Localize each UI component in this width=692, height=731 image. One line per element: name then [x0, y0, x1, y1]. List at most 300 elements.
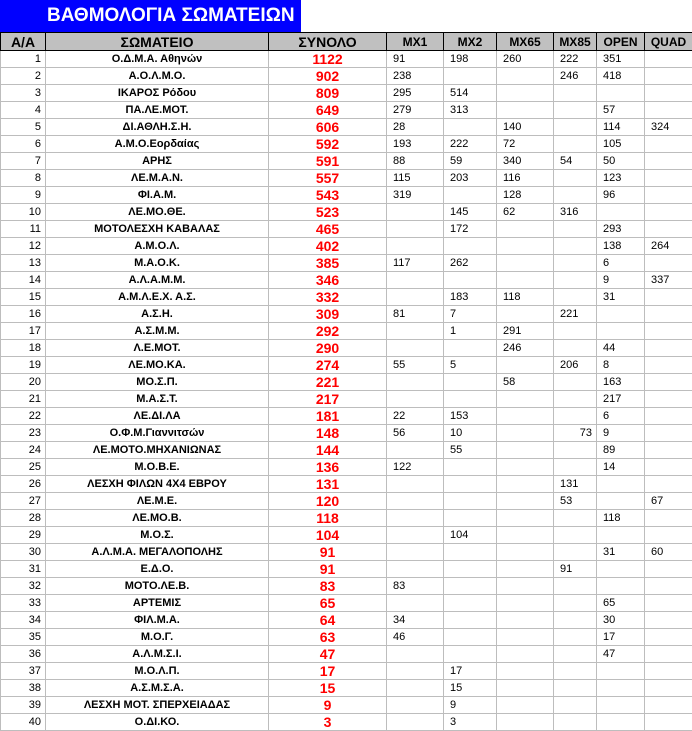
- mx65-cell: [497, 527, 554, 544]
- team-name-cell: Ο.ΔΙ.ΚΟ.: [46, 714, 269, 731]
- table-row: [1, 476, 692, 493]
- table-row: [1, 68, 692, 85]
- table-row: [1, 493, 692, 510]
- mx1-cell: [387, 204, 444, 221]
- quad-cell: [645, 136, 692, 153]
- mx1-cell: [387, 442, 444, 459]
- total-cell: 65: [269, 595, 387, 612]
- quad-cell: [645, 170, 692, 187]
- open-cell: 57: [597, 102, 645, 119]
- open-cell: 31: [597, 289, 645, 306]
- quad-cell: [645, 578, 692, 595]
- mx2-cell: [444, 374, 497, 391]
- mx65-cell: [497, 544, 554, 561]
- total-cell: 309: [269, 306, 387, 323]
- total-cell: 592: [269, 136, 387, 153]
- mx2-cell: [444, 595, 497, 612]
- rank-cell: 20: [1, 374, 46, 391]
- team-name-cell: ΔΙ.ΑΘΛΗ.Σ.Η.: [46, 119, 269, 136]
- quad-cell: [645, 68, 692, 85]
- table-row: [1, 697, 692, 714]
- table-row: [1, 663, 692, 680]
- rank-cell: 26: [1, 476, 46, 493]
- quad-cell: [645, 306, 692, 323]
- mx1-cell: [387, 272, 444, 289]
- mx65-cell: 246: [497, 340, 554, 357]
- quad-cell: [645, 357, 692, 374]
- open-cell: [597, 85, 645, 102]
- header-mx65: MX65: [497, 33, 554, 51]
- mx1-cell: 46: [387, 629, 444, 646]
- header-quad: QUAD: [645, 33, 692, 51]
- total-cell: 3: [269, 714, 387, 731]
- quad-cell: [645, 442, 692, 459]
- header-mx2: MX2: [444, 33, 497, 51]
- mx1-cell: [387, 527, 444, 544]
- total-cell: 221: [269, 374, 387, 391]
- quad-cell: [645, 595, 692, 612]
- table-row: [1, 136, 692, 153]
- mx85-cell: 53: [554, 493, 597, 510]
- open-cell: 65: [597, 595, 645, 612]
- total-cell: 148: [269, 425, 387, 442]
- open-cell: [597, 714, 645, 731]
- open-cell: [597, 204, 645, 221]
- total-cell: 15: [269, 680, 387, 697]
- mx2-cell: 183: [444, 289, 497, 306]
- mx65-cell: [497, 697, 554, 714]
- mx85-cell: [554, 170, 597, 187]
- mx85-cell: [554, 85, 597, 102]
- mx85-cell: 246: [554, 68, 597, 85]
- team-name-cell: ΠΑ.ΛΕ.ΜΟΤ.: [46, 102, 269, 119]
- quad-cell: 337: [645, 272, 692, 289]
- table-row: [1, 527, 692, 544]
- quad-cell: [645, 85, 692, 102]
- mx85-cell: [554, 578, 597, 595]
- open-cell: 47: [597, 646, 645, 663]
- total-cell: 144: [269, 442, 387, 459]
- mx2-cell: 9: [444, 697, 497, 714]
- rank-cell: 6: [1, 136, 46, 153]
- mx2-cell: 203: [444, 170, 497, 187]
- quad-cell: [645, 391, 692, 408]
- mx1-cell: [387, 595, 444, 612]
- rank-cell: 25: [1, 459, 46, 476]
- mx85-cell: 91: [554, 561, 597, 578]
- quad-cell: [645, 51, 692, 68]
- mx85-cell: 316: [554, 204, 597, 221]
- mx65-cell: [497, 612, 554, 629]
- mx85-cell: 206: [554, 357, 597, 374]
- quad-cell: [645, 408, 692, 425]
- mx85-cell: [554, 408, 597, 425]
- header-row: [1, 33, 692, 51]
- quad-cell: [645, 663, 692, 680]
- open-cell: 351: [597, 51, 645, 68]
- mx1-cell: 91: [387, 51, 444, 68]
- table-row: [1, 272, 692, 289]
- mx1-cell: [387, 697, 444, 714]
- rank-cell: 39: [1, 697, 46, 714]
- open-cell: 44: [597, 340, 645, 357]
- table-row: [1, 459, 692, 476]
- mx65-cell: [497, 391, 554, 408]
- mx1-cell: [387, 476, 444, 493]
- mx65-cell: [497, 102, 554, 119]
- mx1-cell: [387, 221, 444, 238]
- quad-cell: [645, 153, 692, 170]
- team-name-cell: Α.Σ.Η.: [46, 306, 269, 323]
- open-cell: 105: [597, 136, 645, 153]
- open-cell: 9: [597, 272, 645, 289]
- open-cell: [597, 306, 645, 323]
- mx85-cell: [554, 510, 597, 527]
- table-row: [1, 204, 692, 221]
- mx65-cell: [497, 646, 554, 663]
- table-row: [1, 187, 692, 204]
- mx2-cell: [444, 238, 497, 255]
- mx1-cell: [387, 714, 444, 731]
- mx1-cell: [387, 323, 444, 340]
- mx2-cell: [444, 272, 497, 289]
- mx2-cell: 55: [444, 442, 497, 459]
- mx1-cell: 122: [387, 459, 444, 476]
- mx2-cell: [444, 391, 497, 408]
- total-cell: 402: [269, 238, 387, 255]
- team-name-cell: Μ.Ο.Β.Ε.: [46, 459, 269, 476]
- total-cell: 274: [269, 357, 387, 374]
- mx1-cell: 193: [387, 136, 444, 153]
- open-cell: 31: [597, 544, 645, 561]
- mx65-cell: 62: [497, 204, 554, 221]
- table-row: [1, 561, 692, 578]
- total-cell: 91: [269, 561, 387, 578]
- mx85-cell: [554, 612, 597, 629]
- table-row: [1, 170, 692, 187]
- mx2-cell: 145: [444, 204, 497, 221]
- mx2-cell: 1: [444, 323, 497, 340]
- mx65-cell: [497, 561, 554, 578]
- rank-cell: 11: [1, 221, 46, 238]
- open-cell: [597, 697, 645, 714]
- quad-cell: [645, 187, 692, 204]
- mx1-cell: [387, 493, 444, 510]
- total-cell: 332: [269, 289, 387, 306]
- quad-cell: [645, 102, 692, 119]
- total-cell: 902: [269, 68, 387, 85]
- open-cell: 14: [597, 459, 645, 476]
- table-row: [1, 221, 692, 238]
- mx85-cell: [554, 272, 597, 289]
- mx1-cell: 56: [387, 425, 444, 442]
- open-cell: [597, 323, 645, 340]
- team-name-cell: ΜΟΤΟ.ΛΕ.Β.: [46, 578, 269, 595]
- mx2-cell: 153: [444, 408, 497, 425]
- rank-cell: 2: [1, 68, 46, 85]
- total-cell: 91: [269, 544, 387, 561]
- quad-cell: [645, 374, 692, 391]
- mx1-cell: 55: [387, 357, 444, 374]
- team-name-cell: Α.Σ.Μ.Σ.Α.: [46, 680, 269, 697]
- total-cell: 120: [269, 493, 387, 510]
- total-cell: 523: [269, 204, 387, 221]
- rank-cell: 19: [1, 357, 46, 374]
- table-row: [1, 646, 692, 663]
- mx65-cell: [497, 595, 554, 612]
- mx65-cell: [497, 680, 554, 697]
- mx65-cell: 340: [497, 153, 554, 170]
- mx2-cell: [444, 476, 497, 493]
- mx1-cell: 117: [387, 255, 444, 272]
- mx65-cell: [497, 272, 554, 289]
- rank-cell: 5: [1, 119, 46, 136]
- open-cell: 50: [597, 153, 645, 170]
- rank-cell: 37: [1, 663, 46, 680]
- open-cell: 9: [597, 425, 645, 442]
- rank-cell: 36: [1, 646, 46, 663]
- total-cell: 809: [269, 85, 387, 102]
- mx85-cell: [554, 374, 597, 391]
- total-cell: 181: [269, 408, 387, 425]
- quad-cell: [645, 612, 692, 629]
- total-cell: 649: [269, 102, 387, 119]
- mx85-cell: [554, 714, 597, 731]
- team-name-cell: ΛΕΣΧΗ ΜΟΤ. ΣΠΕΡΧΕΙΑΔΑΣ: [46, 697, 269, 714]
- team-name-cell: Α.Μ.Ο.Εορδαίας: [46, 136, 269, 153]
- open-cell: 163: [597, 374, 645, 391]
- table-row: [1, 357, 692, 374]
- total-cell: 465: [269, 221, 387, 238]
- mx85-cell: [554, 289, 597, 306]
- team-name-cell: ΦΙ.Α.Μ.: [46, 187, 269, 204]
- mx2-cell: [444, 646, 497, 663]
- rank-cell: 4: [1, 102, 46, 119]
- open-cell: 30: [597, 612, 645, 629]
- rank-cell: 35: [1, 629, 46, 646]
- mx85-cell: [554, 119, 597, 136]
- table-row: [1, 85, 692, 102]
- total-cell: 131: [269, 476, 387, 493]
- mx65-cell: [497, 578, 554, 595]
- rank-cell: 16: [1, 306, 46, 323]
- quad-cell: 60: [645, 544, 692, 561]
- team-name-cell: ΙΚΑΡΟΣ Ρόδου: [46, 85, 269, 102]
- mx2-cell: 59: [444, 153, 497, 170]
- mx65-cell: [497, 493, 554, 510]
- rank-cell: 7: [1, 153, 46, 170]
- mx65-cell: [497, 476, 554, 493]
- quad-cell: [645, 255, 692, 272]
- team-name-cell: Μ.Ο.Λ.Π.: [46, 663, 269, 680]
- mx85-cell: [554, 442, 597, 459]
- rank-cell: 18: [1, 340, 46, 357]
- title-bar: [0, 0, 692, 32]
- team-name-cell: Μ.Ο.Σ.: [46, 527, 269, 544]
- mx65-cell: [497, 459, 554, 476]
- mx2-cell: 222: [444, 136, 497, 153]
- mx65-cell: 128: [497, 187, 554, 204]
- rank-cell: 23: [1, 425, 46, 442]
- table-row: [1, 391, 692, 408]
- mx65-cell: [497, 663, 554, 680]
- mx1-cell: [387, 340, 444, 357]
- mx85-cell: [554, 697, 597, 714]
- rank-cell: 28: [1, 510, 46, 527]
- mx1-cell: 34: [387, 612, 444, 629]
- open-cell: [597, 578, 645, 595]
- open-cell: 8: [597, 357, 645, 374]
- table-row: [1, 255, 692, 272]
- open-cell: 89: [597, 442, 645, 459]
- team-name-cell: ΦΙΛ.Μ.Α.: [46, 612, 269, 629]
- total-cell: 136: [269, 459, 387, 476]
- mx85-cell: [554, 102, 597, 119]
- quad-cell: 324: [645, 119, 692, 136]
- mx2-cell: 514: [444, 85, 497, 102]
- total-cell: 292: [269, 323, 387, 340]
- mx1-cell: 238: [387, 68, 444, 85]
- mx1-cell: [387, 646, 444, 663]
- quad-cell: 67: [645, 493, 692, 510]
- open-cell: 217: [597, 391, 645, 408]
- open-cell: 114: [597, 119, 645, 136]
- quad-cell: [645, 697, 692, 714]
- mx1-cell: [387, 238, 444, 255]
- mx65-cell: [497, 357, 554, 374]
- quad-cell: [645, 561, 692, 578]
- mx1-cell: [387, 391, 444, 408]
- header-team: ΣΩΜΑΤΕΙΟ: [46, 33, 269, 51]
- rank-cell: 24: [1, 442, 46, 459]
- mx85-cell: 73: [554, 425, 597, 442]
- mx65-cell: [497, 85, 554, 102]
- mx2-cell: [444, 187, 497, 204]
- rank-cell: 1: [1, 51, 46, 68]
- mx85-cell: [554, 340, 597, 357]
- total-cell: 83: [269, 578, 387, 595]
- mx2-cell: [444, 544, 497, 561]
- mx1-cell: 88: [387, 153, 444, 170]
- rank-cell: 21: [1, 391, 46, 408]
- mx2-cell: 10: [444, 425, 497, 442]
- total-cell: 1122: [269, 51, 387, 68]
- rank-cell: 15: [1, 289, 46, 306]
- table-row: [1, 544, 692, 561]
- mx65-cell: [497, 629, 554, 646]
- total-cell: 346: [269, 272, 387, 289]
- team-name-cell: ΛΕ.ΜΟ.Β.: [46, 510, 269, 527]
- open-cell: 123: [597, 170, 645, 187]
- team-name-cell: Ο.Φ.Μ.Γιαννιτσών: [46, 425, 269, 442]
- open-cell: 138: [597, 238, 645, 255]
- mx85-cell: [554, 629, 597, 646]
- rank-cell: 8: [1, 170, 46, 187]
- mx2-cell: 172: [444, 221, 497, 238]
- team-name-cell: ΑΡΗΣ: [46, 153, 269, 170]
- mx2-cell: [444, 459, 497, 476]
- quad-cell: [645, 459, 692, 476]
- mx1-cell: 295: [387, 85, 444, 102]
- open-cell: 293: [597, 221, 645, 238]
- mx2-cell: [444, 612, 497, 629]
- mx65-cell: 58: [497, 374, 554, 391]
- quad-cell: [645, 646, 692, 663]
- mx85-cell: [554, 459, 597, 476]
- mx85-cell: [554, 527, 597, 544]
- mx2-cell: [444, 493, 497, 510]
- total-cell: 63: [269, 629, 387, 646]
- open-cell: [597, 680, 645, 697]
- open-cell: [597, 561, 645, 578]
- mx65-cell: [497, 221, 554, 238]
- total-cell: 217: [269, 391, 387, 408]
- mx65-cell: [497, 425, 554, 442]
- mx65-cell: [497, 714, 554, 731]
- table-row: [1, 629, 692, 646]
- mx65-cell: [497, 442, 554, 459]
- mx2-cell: [444, 340, 497, 357]
- mx1-cell: [387, 680, 444, 697]
- team-name-cell: Ε.Δ.Ο.: [46, 561, 269, 578]
- table-row: [1, 119, 692, 136]
- mx2-cell: 104: [444, 527, 497, 544]
- table-row: [1, 578, 692, 595]
- mx2-cell: [444, 629, 497, 646]
- quad-cell: [645, 510, 692, 527]
- rank-cell: 33: [1, 595, 46, 612]
- rank-cell: 3: [1, 85, 46, 102]
- mx65-cell: [497, 510, 554, 527]
- mx1-cell: 279: [387, 102, 444, 119]
- mx1-cell: [387, 663, 444, 680]
- total-cell: 543: [269, 187, 387, 204]
- mx1-cell: [387, 561, 444, 578]
- mx85-cell: [554, 646, 597, 663]
- quad-cell: [645, 714, 692, 731]
- mx1-cell: 22: [387, 408, 444, 425]
- rank-cell: 22: [1, 408, 46, 425]
- header-total: ΣΥΝΟΛΟ: [269, 33, 387, 51]
- team-name-cell: Α.Λ.Μ.Σ.Ι.: [46, 646, 269, 663]
- rank-cell: 17: [1, 323, 46, 340]
- mx65-cell: 140: [497, 119, 554, 136]
- mx1-cell: [387, 289, 444, 306]
- mx2-cell: [444, 578, 497, 595]
- quad-cell: [645, 289, 692, 306]
- quad-cell: [645, 527, 692, 544]
- rank-cell: 9: [1, 187, 46, 204]
- mx65-cell: [497, 255, 554, 272]
- rank-cell: 14: [1, 272, 46, 289]
- mx65-cell: [497, 306, 554, 323]
- rank-cell: 13: [1, 255, 46, 272]
- rank-cell: 38: [1, 680, 46, 697]
- team-name-cell: ΛΕ.ΜΟ.ΘΕ.: [46, 204, 269, 221]
- mx1-cell: 83: [387, 578, 444, 595]
- open-cell: 118: [597, 510, 645, 527]
- mx2-cell: 15: [444, 680, 497, 697]
- mx2-cell: 198: [444, 51, 497, 68]
- rank-cell: 30: [1, 544, 46, 561]
- table-row: [1, 510, 692, 527]
- table-row: [1, 51, 692, 68]
- mx85-cell: [554, 136, 597, 153]
- mx85-cell: 54: [554, 153, 597, 170]
- table-row: [1, 408, 692, 425]
- mx85-cell: [554, 544, 597, 561]
- total-cell: 385: [269, 255, 387, 272]
